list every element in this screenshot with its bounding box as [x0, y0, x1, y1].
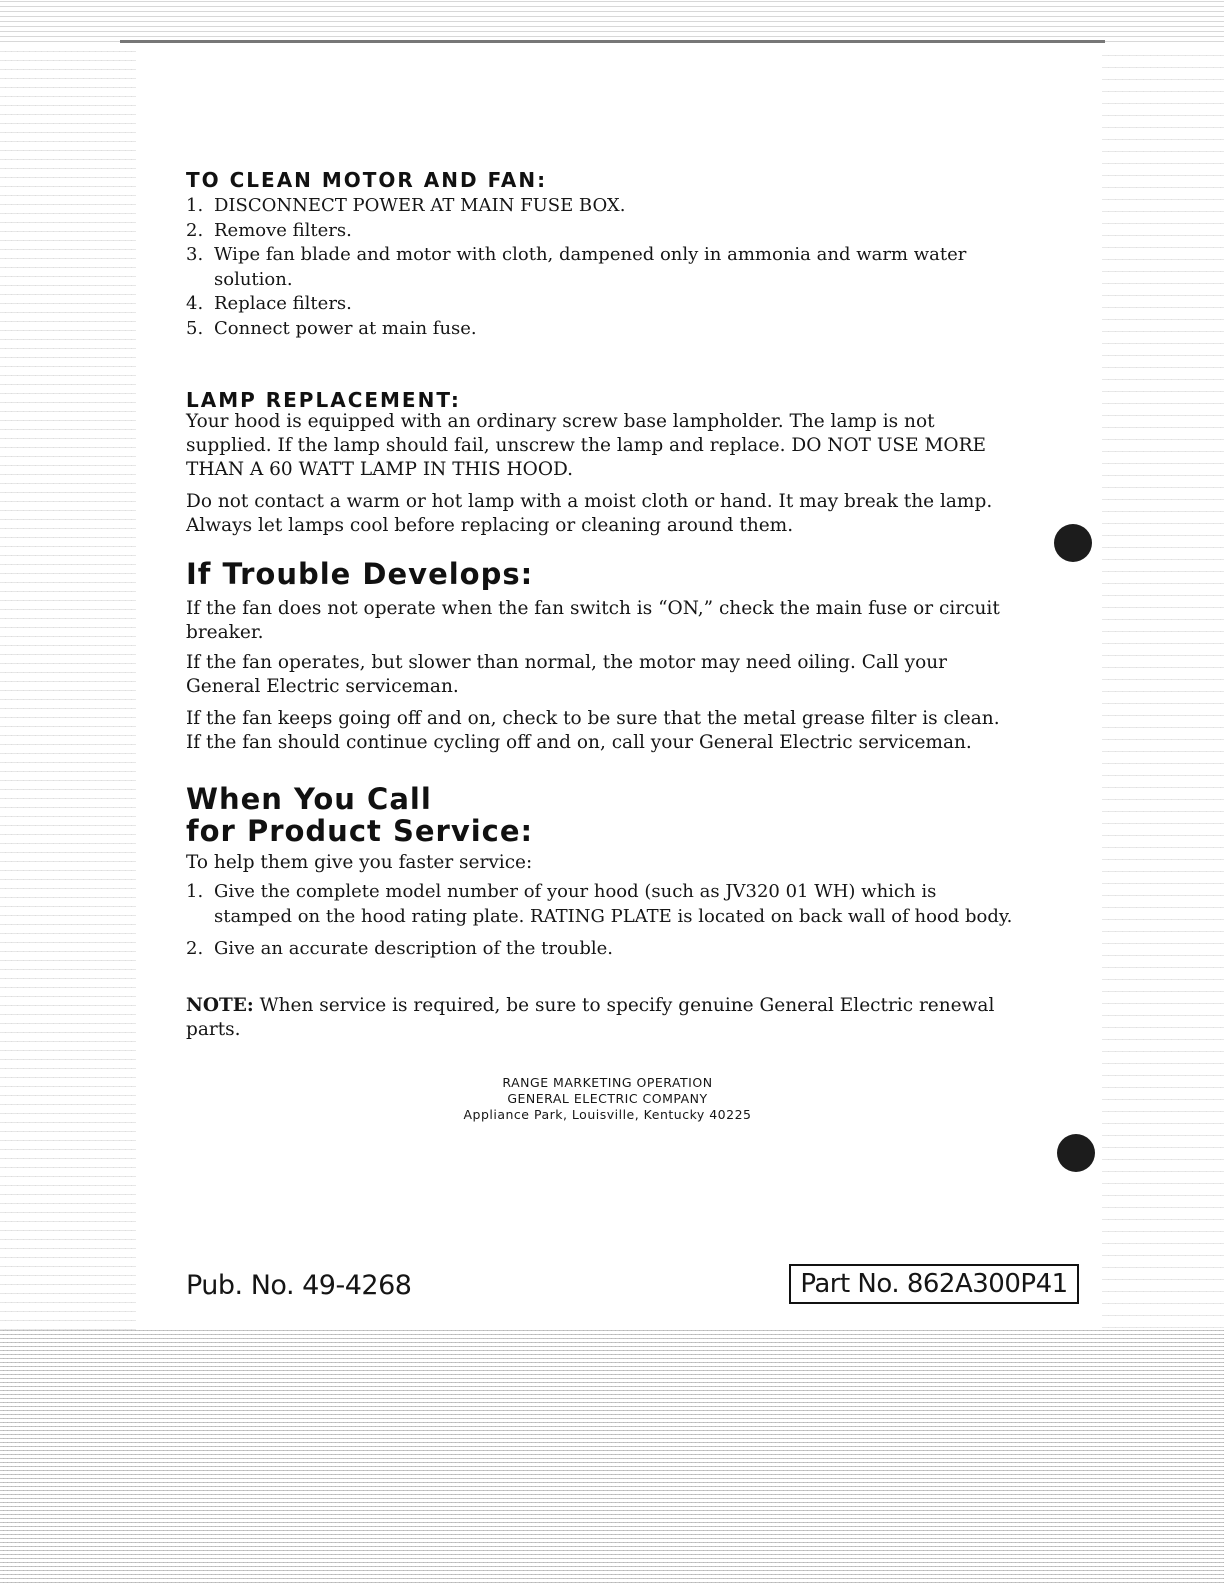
list-item [186, 194, 1016, 219]
service-heading [186, 783, 533, 847]
clean-heading: TO CLEAN MOTOR AND FAN: [186, 168, 548, 192]
punch-hole-upper [1054, 524, 1092, 562]
step-number: 1. [186, 881, 204, 902]
lamp-paragraph-1: Your hood is equipped with an ordinary screw base lampholder. The lamp is not supplied. If the lamp should fail, unscrew the lamp and replace. DO NOT USE MORE THAN A 60 WATT LAMP IN THIS HOOD. [186, 411, 987, 480]
step-number: 2. [186, 219, 204, 241]
publication-number: Pub. No. 49-4268 [186, 1270, 412, 1301]
list-item [186, 937, 1016, 962]
page-top-edge [120, 40, 1105, 43]
lamp-paragraph-2: Do not contact a warm or hot lamp with a moist cloth or hand. It may break the lamp. Always let lamps cool before replacing or cleaning around them. [186, 491, 993, 536]
step-number: 3. [186, 244, 204, 265]
service-heading-line-1: When You Call [186, 782, 432, 816]
list-item [186, 243, 1016, 292]
step-text: Connect power at main fuse. [214, 317, 477, 339]
trouble-paragraph-2: If the fan operates, but slower than normal, the motor may need oiling. Call your General Electric serviceman. [186, 652, 948, 697]
list-item [186, 317, 1016, 342]
address-line-1: RANGE MARKETING OPERATION [502, 1075, 713, 1090]
service-steps-list [186, 880, 1016, 962]
trouble-paragraph-3: If the fan keeps going off and on, check to be sure that the metal grease filter is clean. If the fan should continue cycling off and on, call your General Electric serviceman. [186, 708, 1000, 753]
step-number: 2. [186, 938, 204, 959]
punch-hole-lower [1057, 1134, 1095, 1172]
list-item [186, 292, 1016, 317]
step-text: Give the complete model number of your hood (such as JV320 01 WH) which is stamped on the hood rating plate. RATING PLATE is located on back wall of hood body. [214, 881, 1013, 927]
part-number-box: Part No. 862A300P41 [789, 1264, 1079, 1304]
list-item [186, 219, 1016, 244]
clean-steps-list [186, 194, 1016, 341]
address-line-2: GENERAL ELECTRIC COMPANY [507, 1091, 708, 1106]
scan-noise-left [0, 44, 136, 1334]
service-note [186, 994, 1016, 1042]
step-text: Give an accurate description of the trouble. [214, 938, 614, 959]
service-intro: To help them give you faster service: [186, 852, 533, 873]
lamp-heading: LAMP REPLACEMENT: [186, 388, 461, 412]
scan-noise-bottom [0, 1330, 1224, 1584]
step-text: Wipe fan blade and motor with cloth, dampened only in ammonia and warm water solution. [214, 244, 967, 290]
step-text: Remove filters. [214, 219, 352, 241]
trouble-paragraph-1: If the fan does not operate when the fan switch is “ON,” check the main fuse or circuit breaker. [186, 598, 1000, 643]
step-text: DISCONNECT POWER AT MAIN FUSE BOX. [214, 195, 626, 216]
trouble-heading: If Trouble Develops: [186, 557, 534, 591]
step-number: 4. [186, 293, 204, 314]
scan-noise-top [0, 0, 1224, 44]
scan-noise-right [1102, 44, 1224, 1334]
step-number: 5. [186, 317, 204, 339]
address-line-3: Appliance Park, Louisville, Kentucky 40225 [463, 1107, 752, 1122]
note-label: NOTE: [186, 995, 254, 1016]
step-number: 1. [186, 195, 204, 216]
note-text: When service is required, be sure to specify genuine General Electric renewal parts. [186, 995, 995, 1040]
company-address [430, 1075, 785, 1123]
list-item [186, 880, 1016, 929]
step-text: Replace filters. [214, 293, 352, 314]
service-heading-line-2: for Product Service: [186, 814, 534, 848]
